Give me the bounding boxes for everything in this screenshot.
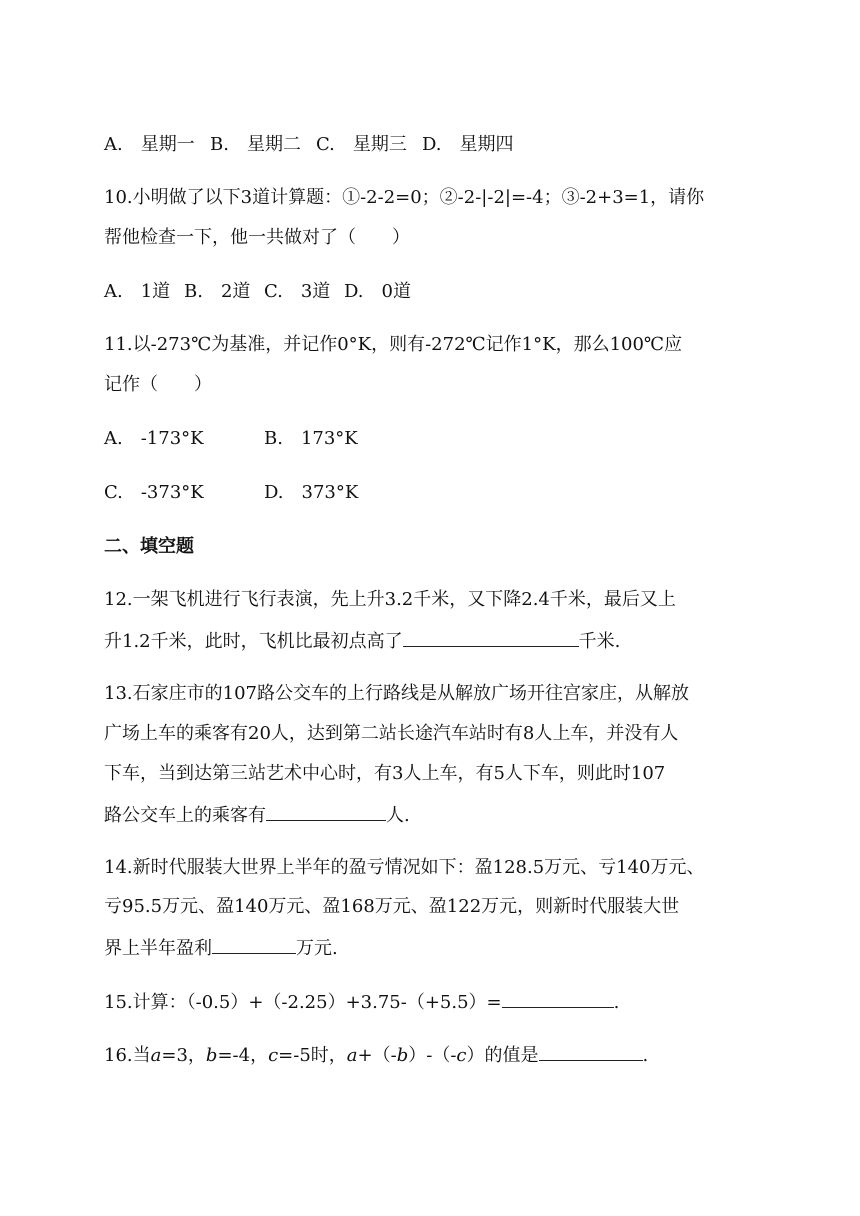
q14-text-before-blank: 界上半年盈利: [104, 938, 212, 959]
q11-text-line2: 记作（ ）: [104, 374, 212, 395]
q11-option-a: A. -173°K: [104, 428, 204, 449]
q11-text-line1: 11.以-273℃为基准，并记作0°K，则有-272℃记作1°K，那么100℃应: [104, 334, 683, 355]
q16-expr-a: a: [346, 1045, 358, 1066]
q14-text-line2: 亏95.5万元、盈140万元、盈168万元、盈122万元，则新时代服装大世: [104, 896, 680, 917]
q10-option-d: D. 0道: [344, 281, 411, 302]
q15-answer-blank[interactable]: [502, 989, 614, 1008]
q9-option-d: D. 星期四: [422, 134, 514, 155]
q13-text-line3: 下车，当到达第三站艺术中心时，有3人上车，有5人下车，则此时107: [104, 763, 666, 784]
section-heading: 二、填空题: [104, 536, 194, 557]
q10-option-c: C. 3道: [264, 281, 331, 302]
q13-text-line2: 广场上车的乘客有20人，达到第二站长途汽车站时有8人上车，并没有人: [104, 723, 679, 744]
q16-expr-b: b: [396, 1045, 409, 1066]
q11-options-row1: [104, 427, 358, 451]
q16-a-value: =3，: [161, 1045, 206, 1066]
q10-option-a: A. 1道: [104, 281, 171, 302]
q16-var-c: c: [268, 1045, 279, 1066]
q15-text: [104, 989, 619, 1015]
q13-text-line4: [104, 802, 410, 828]
q16-text: [104, 1042, 648, 1068]
q9-options: [104, 133, 514, 157]
q14-text-after-blank: 万元.: [296, 938, 338, 959]
q11-option-d: D. 373°K: [264, 482, 359, 503]
q10-text-line2: 帮他检查一下，他一共做对了（ ）: [104, 227, 410, 248]
q16-text-after-blank: .: [642, 1045, 649, 1066]
q15-text-before-blank: 15.计算：（-0.5）+（-2.25）+3.75-（+5.5）=: [104, 992, 502, 1013]
q12-text-line2: [104, 628, 620, 654]
q10-options: [104, 280, 411, 304]
q16-expr-mid2: ）-（-: [408, 1045, 457, 1066]
q15-text-after-blank: .: [613, 992, 620, 1013]
q13-text-before-blank: 路公交车上的乘客有: [104, 805, 266, 826]
q11-option-c: C. -373°K: [104, 482, 204, 503]
q16-answer-blank[interactable]: [539, 1042, 643, 1061]
q14-answer-blank[interactable]: [212, 935, 296, 954]
q16-var-a: a: [150, 1045, 162, 1066]
q10-option-b: B. 2道: [184, 281, 251, 302]
q12-text-line1: 12.一架飞机进行飞行表演，先上升3.2千米，又下降2.4千米，最后又上: [104, 589, 676, 610]
q13-text-line1: 13.石家庄市的107路公交车的上行路线是从解放广场开往宫家庄，从解放: [104, 683, 689, 704]
q14-text-line3: [104, 935, 338, 961]
q11-options-row2: [104, 481, 358, 505]
q16-expr-c: c: [456, 1045, 467, 1066]
q16-var-b: b: [205, 1045, 218, 1066]
q13-text-after-blank: 人.: [386, 805, 410, 826]
q10-text-line1: 10.小明做了以下3道计算题：①-2-2=0；②-2-|-2|=-4；③-2+3=1，请你: [104, 187, 705, 208]
q9-option-c: C. 星期三: [316, 134, 407, 155]
q9-option-b: B. 星期二: [210, 134, 301, 155]
q16-b-value: =-4，: [217, 1045, 269, 1066]
q16-c-value: =-5时，: [278, 1045, 347, 1066]
q13-answer-blank[interactable]: [266, 802, 386, 821]
q12-text-before-blank: 升1.2千米，此时，飞机比最初点高了: [104, 631, 403, 652]
q12-text-after-blank: 千米.: [578, 631, 621, 652]
q11-option-b: B. 173°K: [264, 428, 358, 449]
q16-prefix: 16.当: [104, 1045, 151, 1066]
q12-answer-blank[interactable]: [403, 628, 579, 647]
q16-expr-end: ）的值是: [466, 1045, 539, 1066]
q16-expr-mid1: +（-: [357, 1045, 397, 1066]
q14-text-line1: 14.新时代服装大世界上半年的盈亏情况如下：盈128.5万元、亏140万元、: [104, 857, 705, 878]
q9-option-a: A. 星期一: [104, 134, 195, 155]
